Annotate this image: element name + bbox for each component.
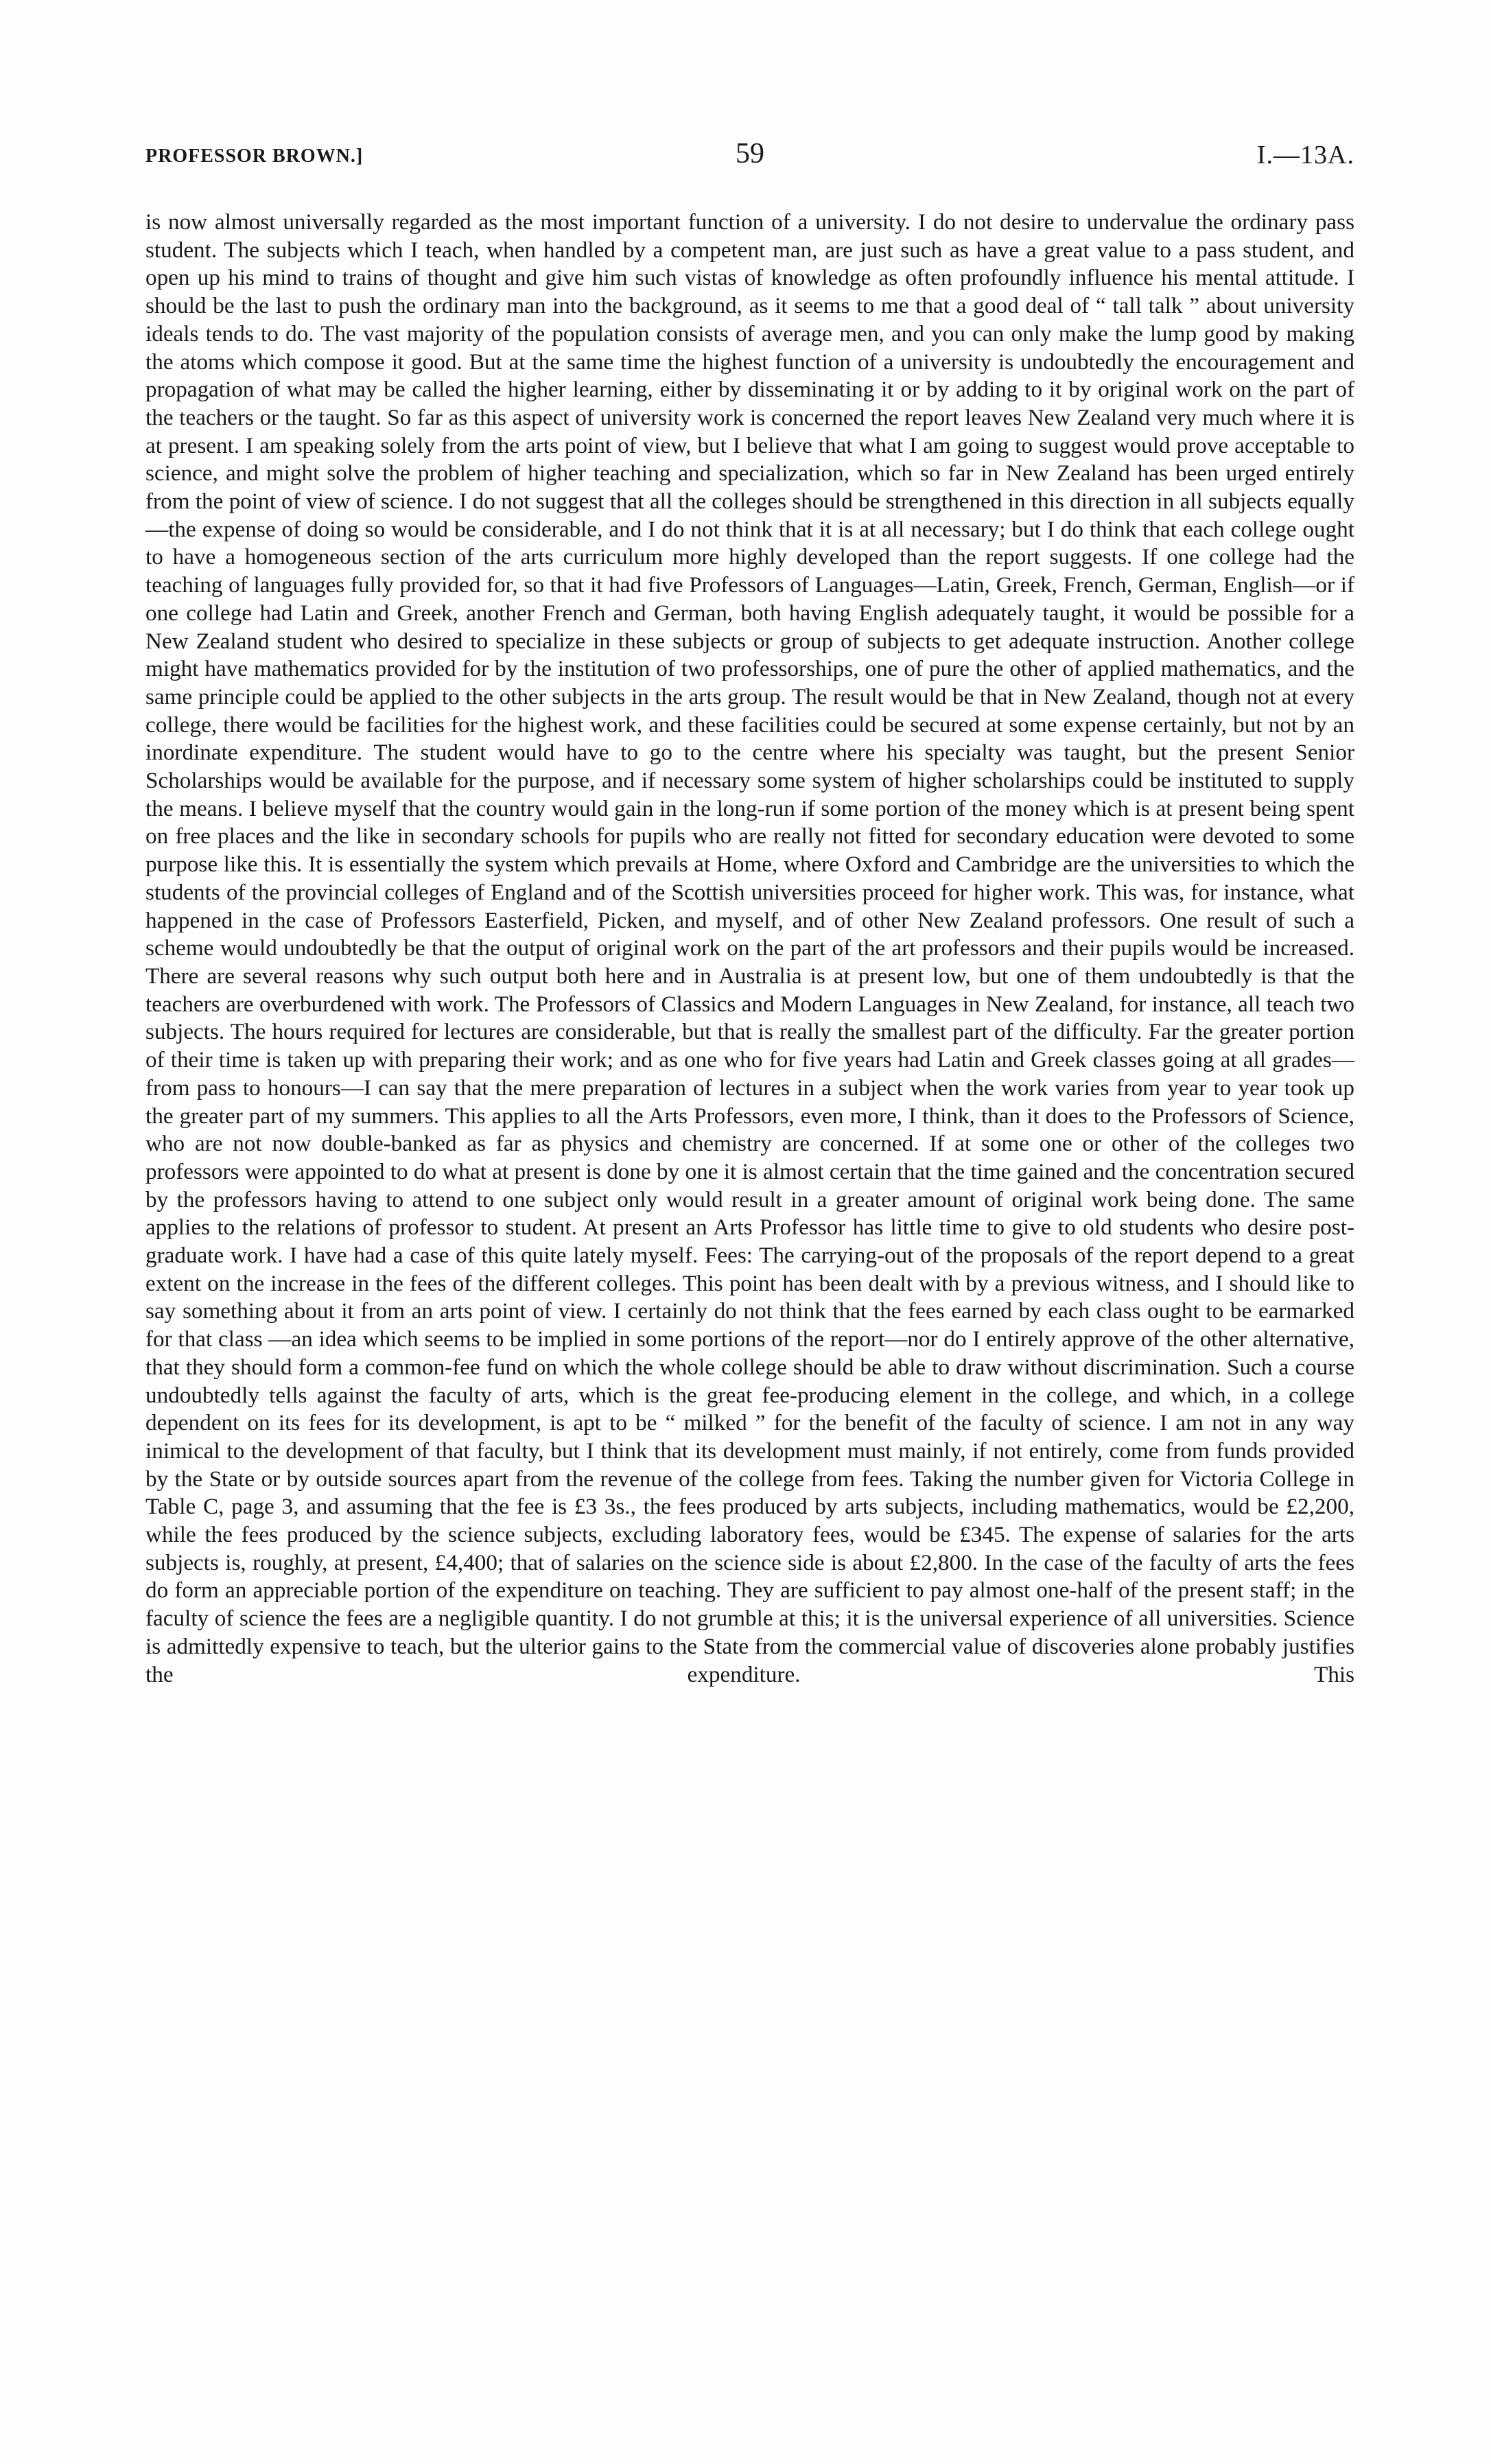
page-header xyxy=(145,137,1354,176)
body-paragraph: is now almost universally regarded as the most important function of a university. I do not desire to undervalue the ordinary pass student. The subjects which I teach, when handled by a competent man, are just such as have a great value to a pass student, and open up his mind to trains of thought and give him such vistas of knowledge as often profoundly influence his mental attitude. I should be the last to push the ordinary man into the background, as it seems to me that a good deal of “ tall talk ” about university ideals tends to do. The vast majority of the population consists of average men, and you can only make the lump good by making the atoms which compose it good. But at the same time the highest function of a university is undoubtedly the encouragement and propagation of what may be called the higher learning, either by disseminating it or by adding to it by original work on the part of the teachers or the taught. So far as this aspect of university work is concerned the report leaves New Zealand very much where it is at present. I am speaking solely from the arts point of view, but I believe that what I am going to suggest would prove acceptable to science, and might solve the problem of higher teaching and specialization, which so far in New Zealand has been urged entirely from the point of view of science. I do not suggest that all the colleges should be strengthened in this direction in all subjects equally—the expense of doing so would be considerable, and I do not think that it is at all necessary; but I do think that each college ought to have a homogeneous section of the arts curriculum more highly developed than the report suggests. If one college had the teaching of languages fully provided for, so that it had five Professors of Languages—Latin, Greek, French, German, English—or if one college had Latin and Greek, another French and German, both having English adequately taught, it would be possible for a New Zealand student who desired to specialize in these subjects or group of subjects to get adequate instruction. Another college might have mathematics provided for by the institution of two professorships, one of pure the other of applied mathematics, and the same principle could be applied to the other subjects in the arts group. The result would be that in New Zealand, though not at every college, there would be facilities for the highest work, and these facilities could be secured at some expense certainly, but not by an inordinate expenditure. The student would have to go to the centre where his specialty was taught, but the present Senior Scholarships would be available for the purpose, and if necessary some system of higher scholarships could be instituted to supply the means. I believe myself that the country would gain in the long-run if some portion of the money which is at present being spent on free places and the like in secondary schools for pupils who are really not fitted for secondary education were devoted to some purpose like this. It is essentially the system which prevails at Home, where Oxford and Cambridge are the universities to which the students of the provincial colleges of England and of the Scottish universities proceed for higher work. This was, for instance, what happened in the case of Professors Easterfield, Picken, and myself, and of other New Zealand professors. One result of such a scheme would undoubtedly be that the output of original work on the part of the art professors and their pupils would be increased. There are several reasons why such output both here and in Australia is at present low, but one of them undoubtedly is that the teachers are overburdened with work. The Professors of Classics and Modern Languages in New Zealand, for instance, all teach two subjects. The hours required for lectures are considerable, but that is really the smallest part of the difficulty. Far the greater portion of their time is taken up with preparing their work; and as one who for five years had Latin and Greek classes going at all grades—from pass to honours—I can say that the mere preparation of lectures in a subject when the work varies from year to year took up the greater part of my summers. This applies to all the Arts Professors, even more, I think, than it does to the Professors of Science, who are not now double-banked as far as physics and chemistry are concerned. If at some one or other of the colleges two professors were appointed to do what at present is done by one it is almost certain that the time gained and the concentration secured by the professors having to attend to one subject only would result in a greater amount of original work being done. The same applies to the relations of professor to student. At present an Arts Professor has little time to give to old students who desire post-graduate work. I have had a case of this quite lately myself. Fees: The carrying-out of the proposals of the report depend to a great extent on the increase in the fees of the different colleges. This point has been dealt with by a previous witness, and I should like to say something about it from an arts point of view. I certainly do not think that the fees earned by each class ought to be earmarked for that class —an idea which seems to be implied in some portions of the report—nor do I entirely approve of the other alternative, that they should form a common-fee fund on which the whole college should be able to draw without discrimination. Such a course undoubtedly tells against the faculty of arts, which is the great fee-producing element in the college, and which, in a college dependent on its fees for its development, is apt to be “ milked ” for the benefit of the faculty of science. I am not in any way inimical to the development of that faculty, but I think that its development must mainly, if not entirely, come from funds provided by the State or by outside sources apart from the revenue of the college from fees. Taking the number given for Victoria College in Table C, page 3, and assuming that the fee is £3 3s., the fees produced by arts subjects, including mathematics, would be £2,200, while the fees produced by the science subjects, excluding laboratory fees, would be £345. The expense of salaries for the arts subjects is, roughly, at present, £4,400; that of salaries on the science side is about £2,800. In the case of the faculty of arts the fees do form an appreciable portion of the expenditure on teaching. They are sufficient to pay almost one-half of the present staff; in the faculty of science the fees are a negligible quantity. I do not grumble at this; it is the universal experience of all universities. Science is admittedly expensive to teach, but the ulterior gains to the State from the commercial value of discoveries alone probably justifies the expenditure. This xyxy=(145,209,1354,1687)
page-number: 59 xyxy=(736,138,764,169)
document-reference: I.—13A. xyxy=(1256,141,1354,169)
running-head-author: PROFESSOR BROWN.] xyxy=(145,145,364,167)
